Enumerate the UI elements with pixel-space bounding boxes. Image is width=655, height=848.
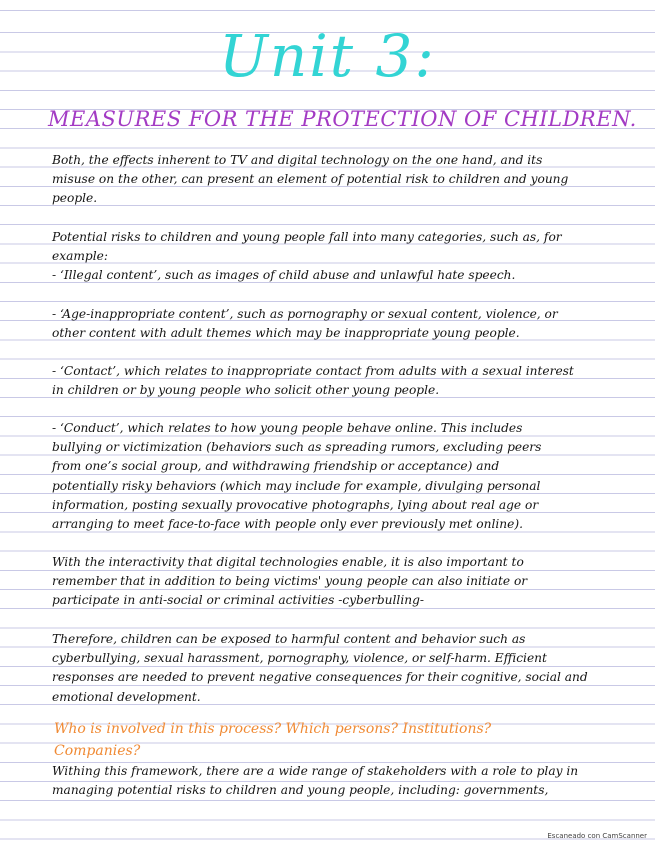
text-line: people.	[52, 191, 98, 206]
text-line: cyberbullying, sexual harassment, pornography, violence, or self-harm. Efficient	[52, 651, 547, 666]
text-line: Withing this framework, there are a wide range of stakeholders with a role to play in	[52, 764, 579, 778]
question-heading	[54, 718, 634, 762]
text-line: remember that in addition to being victims' young people can also initiate or	[52, 574, 528, 589]
text-line: managing potential risks to children and young people, including: governments,	[52, 783, 549, 798]
paragraph-stakeholders	[52, 762, 622, 800]
text-line: Therefore, children can be exposed to harmful content and behavior such as	[52, 632, 526, 646]
page-title: Unit 3:	[219, 22, 436, 90]
text-line: from one’s social group, and withdrawing friendship or acceptance) and	[52, 459, 500, 474]
text-line: Potential risks to children and young people fall into many categories, such as, for	[52, 230, 562, 244]
paragraph-risks	[52, 228, 622, 286]
text-line: misuse on the other, can present an element of potential risk to children and young	[52, 172, 569, 187]
paragraph-conduct	[52, 419, 622, 534]
text-line: emotional development.	[52, 689, 201, 704]
paragraph-contact	[52, 362, 622, 400]
text-line: arranging to meet face-to-face with people only ever previously met online).	[52, 516, 523, 531]
text-line: - ‘Contact’, which relates to inappropriate contact from adults with a sexual interest	[52, 364, 574, 378]
paragraph-intro	[52, 151, 622, 209]
text-line: Both, the effects inherent to TV and digital technology on the one hand, and its	[52, 153, 543, 167]
paragraph-age-content	[52, 305, 622, 343]
text-line: information, posting sexually provocative photographs, lying about real age or	[52, 497, 539, 512]
text-line: With the interactivity that digital technologies enable, it is also important to	[52, 555, 524, 569]
text-line: example:	[52, 249, 108, 264]
scanner-watermark: Escaneado con CamScanner	[547, 832, 647, 840]
paragraph-therefore	[52, 630, 622, 707]
text-line: - ‘Age-inappropriate content’, such as pornography or sexual content, violence, or	[52, 307, 558, 321]
page-subtitle: MEASURES FOR THE PROTECTION OF CHILDREN.	[48, 107, 637, 131]
text-line: other content with adult themes which may be inappropriate young people.	[52, 326, 520, 341]
text-line: responses are needed to prevent negative consequences for their cognitive, social and	[52, 670, 588, 685]
question-line: Companies?	[54, 743, 141, 759]
text-line: potentially risky behaviors (which may include for example, divulging personal	[52, 478, 541, 493]
question-line: Who is involved in this process? Which persons? Institutions?	[54, 721, 492, 737]
paragraph-interactivity	[52, 553, 622, 611]
text-line: - ‘Illegal content’, such as images of child abuse and unlawful hate speech.	[52, 268, 516, 283]
text-line: in children or by young people who solicit other young people.	[52, 383, 440, 398]
text-line: participate in anti-social or criminal activities -cyberbulling-	[52, 593, 424, 608]
text-line: bullying or victimization (behaviors such as spreading rumors, excluding peers	[52, 440, 542, 455]
text-line: - ‘Conduct’, which relates to how young people behave online. This includes	[52, 421, 523, 435]
